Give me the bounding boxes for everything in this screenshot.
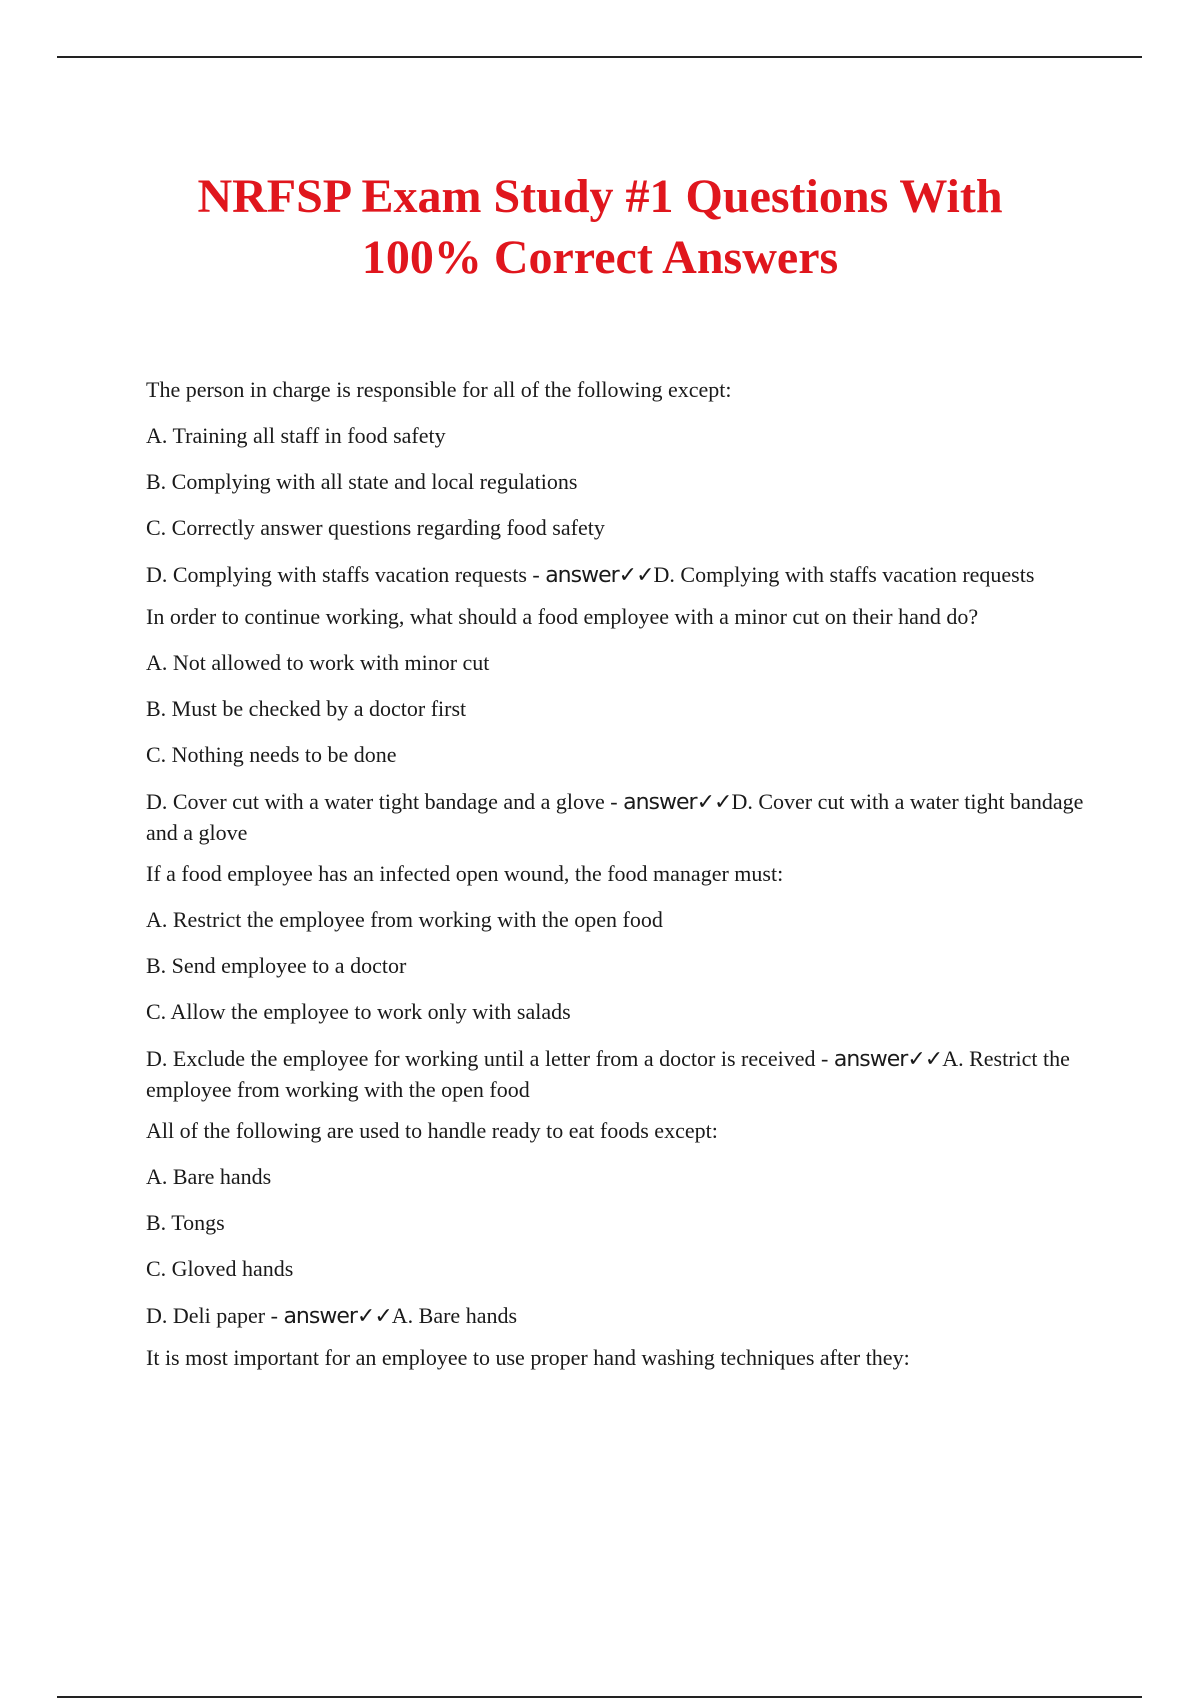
title-line-1: NRFSP Exam Study #1 Questions With (197, 170, 1003, 223)
option-b: B. Must be checked by a doctor first (146, 696, 467, 721)
option-b: B. Complying with all state and local regulations (146, 469, 578, 494)
question-text: The person in charge is responsible for all of the following except: (146, 377, 732, 402)
correct-answer: D. Cover cut with a water tight bandage and a glove (146, 789, 1084, 845)
question-block (146, 378, 1106, 591)
option-a: A. Training all staff in food safety (146, 423, 446, 448)
header-rule (57, 56, 1142, 58)
answer-marker: answer✓✓ (833, 1047, 943, 1072)
option-a: A. Not allowed to work with minor cut (146, 650, 490, 675)
answer-marker: answer✓✓ (545, 563, 654, 588)
option-c: C. Nothing needs to be done (146, 742, 397, 767)
trailing-question-text: It is most important for an employee to use proper hand washing techniques after they: (146, 1345, 910, 1370)
option-c: C. Correctly answer questions regarding food safety (146, 515, 605, 540)
answer-marker: answer✓✓ (283, 1304, 392, 1329)
document-body (146, 378, 1106, 1392)
option-d: D. Exclude the employee for working until a letter from a doctor is received - (146, 1046, 834, 1071)
answer-marker: answer✓✓ (623, 790, 732, 815)
correct-answer: D. Complying with staffs vacation requests (653, 562, 1035, 587)
question-text: In order to continue working, what should a food employee with a minor cut on their hand do? (146, 604, 979, 629)
option-d-with-answer (146, 1044, 1106, 1105)
option-a: A. Bare hands (146, 1164, 272, 1189)
option-d-with-answer (146, 787, 1106, 848)
correct-answer: A. Bare hands (391, 1303, 518, 1328)
option-c: C. Gloved hands (146, 1256, 294, 1281)
question-text: If a food employee has an infected open wound, the food manager must: (146, 861, 784, 886)
option-a: A. Restrict the employee from working with the open food (146, 907, 663, 932)
option-d: D. Cover cut with a water tight bandage and a glove - (146, 789, 624, 814)
question-block (146, 1119, 1106, 1332)
option-d-with-answer (146, 560, 1106, 591)
document-title (120, 166, 1080, 288)
title-line-2: 100% Correct Answers (361, 231, 839, 284)
question-text: All of the following are used to handle ready to eat foods except: (146, 1118, 718, 1143)
correct-answer: A. Restrict the employee from working with the open food (146, 1046, 1070, 1102)
footer-rule (57, 1696, 1142, 1698)
option-d: D. Complying with staffs vacation requests - (146, 562, 546, 587)
option-b: B. Send employee to a doctor (146, 953, 407, 978)
option-b: B. Tongs (146, 1210, 225, 1235)
option-d: D. Deli paper - (146, 1303, 284, 1328)
question-block (146, 862, 1106, 1105)
option-c: C. Allow the employee to work only with salads (146, 999, 571, 1024)
option-d-with-answer (146, 1301, 1106, 1332)
question-block (146, 605, 1106, 848)
